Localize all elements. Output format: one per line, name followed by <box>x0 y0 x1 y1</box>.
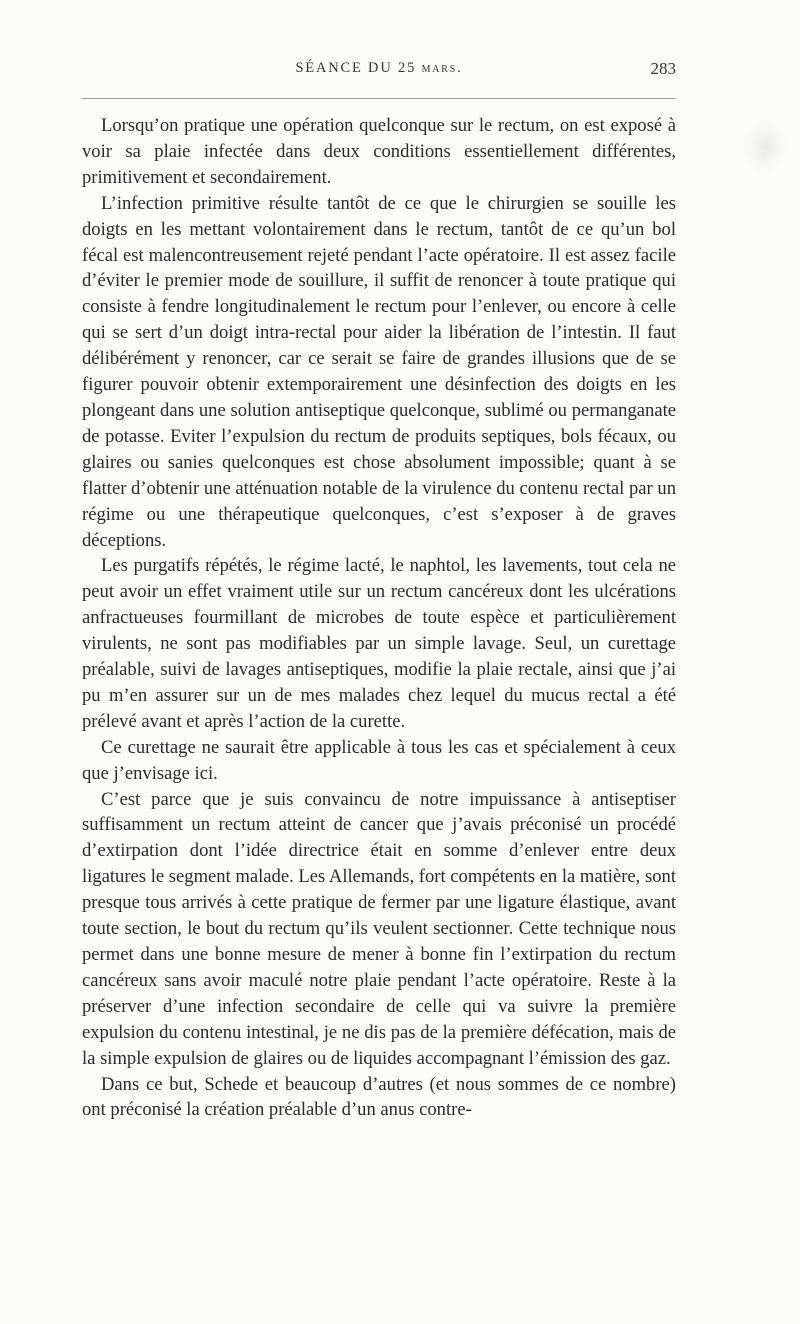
running-title-prefix: SÉANCE DU <box>295 60 399 76</box>
paragraph: Lorsqu’on pratique une opération quelconque sur le rectum, on est exposé à voir sa plaie infectée dans deux conditions essentiellement différentes, primitivement et secondairement. <box>82 115 676 188</box>
running-title-month: mars. <box>416 60 463 76</box>
running-title-date: 25 <box>398 60 417 76</box>
header-rule <box>82 98 676 99</box>
paper-stain <box>742 118 788 176</box>
paragraph: L’infection primitive résulte tantôt de ce que le chirurgien se souille les doigts en les mettant volontairement dans le rectum, tantôt de ce qu’un bol fécal est malencontreusement rejeté pendant l’acte opératoire. Il est assez facile d’éviter le premier mode de souillure, il suffit de renoncer à toute pratique qui consiste à fendre longitudinalement le rectum pour l’enlever, ou encore à celle qui se sert d’un doigt intra-rectal pour aider la libération de l’intestin. Il faut délibérément y renoncer, car ce serait se faire de grandes illusions que de se figurer pouvoir obtenir extemporairement une désinfection des doigts en les plongeant dans une solution antiseptique quelconque, sublimé ou permanganate de potasse. Eviter l’expulsion du rectum de produits septiques, bols fécaux, ou glaires ou sanies quelconques est chose absolument impossible; quant à se flatter d’obtenir une atténuation notable de la virulence du contenu rectal par un régime ou une thérapeutique quelconques, c’est s’exposer à de graves déceptions. <box>82 192 676 551</box>
paragraph: Ce curettage ne saurait être applicable à tous les cas et spécialement à ceux que j’envisage ici. <box>82 736 676 784</box>
running-header <box>82 60 676 84</box>
paragraph: C’est parce que je suis convaincu de notre impuissance à antiseptiser suffisamment un rectum atteint de cancer que j’avais préconisé un procédé d’extirpation dont l’idée directrice était en somme d’enlever entre deux ligatures le segment malade. Les Allemands, fort compétents en la matière, sont presque tous arrivés à cette pratique de fermer par une ligature élastique, avant toute section, le bout du rectum qu’ils veulent sectionner. Cette technique nous permet dans une bonne mesure de mener à bonne fin l’extirpation du rectum cancéreux sans avoir maculé notre plaie pendant l’acte opératoire. Reste à la préserver d’une infection secondaire de celle qui va suivre la première expulsion du contenu intestinal, je ne dis pas de la première défécation, mais de la simple expulsion de glaires ou de liquides accompagnant l’émission des gaz. <box>82 788 676 1069</box>
running-title <box>82 60 676 77</box>
paragraph: Dans ce but, Schede et beaucoup d’autres (et nous sommes de ce nombre) ont préconisé la création préalable d’un anus contre- <box>82 1073 676 1121</box>
paragraph: Les purgatifs répétés, le régime lacté, le naphtol, les lavements, tout cela ne peut avoir un effet vraiment utile sur un rectum cancéreux dont les ulcérations anfractueuses fourmillant de microbes de toute espèce et particulièrement virulents, ne sont pas modifiables par un simple lavage. Seul, un curettage préalable, suivi de lavages antiseptiques, modifie la plaie rectale, ainsi que j’ai pu m’en assurer sur un de mes malades chez lequel du mucus rectal a été prélevé avant et après l’action de la curette. <box>82 555 676 732</box>
body-text <box>82 113 676 1123</box>
page-number: 283 <box>650 59 676 78</box>
